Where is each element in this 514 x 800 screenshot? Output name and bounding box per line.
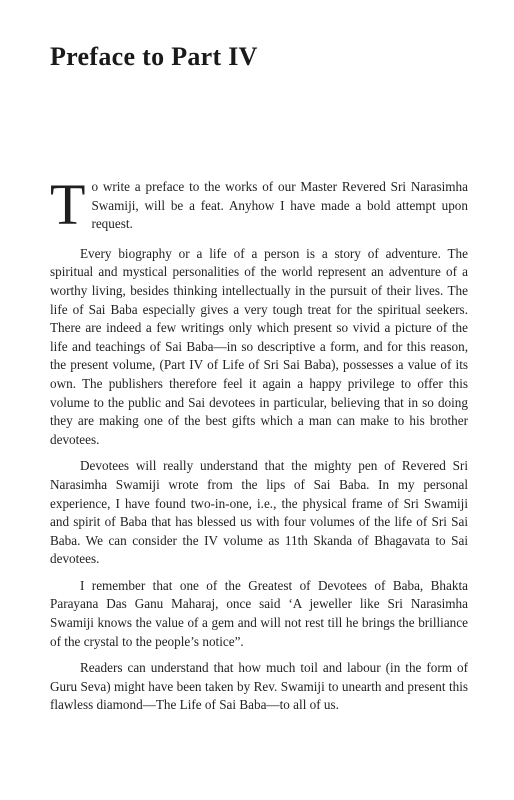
opening-paragraph-text: o write a preface to the works of our Master Revered Sri Narasimha Swamiji, will be a feat. Anyhow I have made a bold attempt upon request. [91, 179, 468, 232]
drop-cap-letter: T [50, 172, 86, 237]
page-title: Preface to Part IV [50, 42, 258, 71]
paragraph-readers: Readers can understand that how much toil and labour (in the form of Guru Seva) might have been taken by Rev. Swamiji to unearth and present this flawless diamond—The Life of Sai Baba—to all of us. [50, 660, 468, 713]
paragraph-das-ganu: I remember that one of the Greatest of Devotees of Baba, Bhakta Parayana Das Ganu Maharaj, once said ‘A jeweller like Sri Narasimha Swamiji knows the value of a gem and will not rest till he brings the brilliance of the crystal to the people’s notice”. [50, 577, 468, 649]
paragraph-biography: Every biography or a life of a person is a story of adventure. The spiritual and mystical personalities of the world represent an adventure of a worthy living, besides thinking intellectually in the pursuit of their lives. The life of Sai Baba especially gives a very tough treat for the spiritual seekers. There are indeed a few writings only which present so vivid a picture of the life and teachings of Sai Baba—in so descriptive a form, and for this reason, the present volume, (Part IV of Life of Sri Sai Baba), possesses a value of its own. The publishers therefore feel it again a happy privilege to offer this volume to the public and Sai devotees in particular, believing that in so doing they are making one of the best gifts which a man can make to his brother devotees. [50, 245, 468, 447]
opening-paragraph [50, 172, 468, 237]
preface-body [50, 172, 468, 723]
paragraph-devotees: Devotees will really understand that the mighty pen of Revered Sri Narasimha Swamiji wrote from the lips of Sai Baba. In my personal experience, I have found two-in-one, i.e., the physical frame of Sri Swamiji and spirit of Baba that has blessed us with four volumes of the life of Sri Sai Baba. We can consider the IV volume as 11th Skanda of Bhagavata to Sai devotees. [50, 458, 468, 567]
